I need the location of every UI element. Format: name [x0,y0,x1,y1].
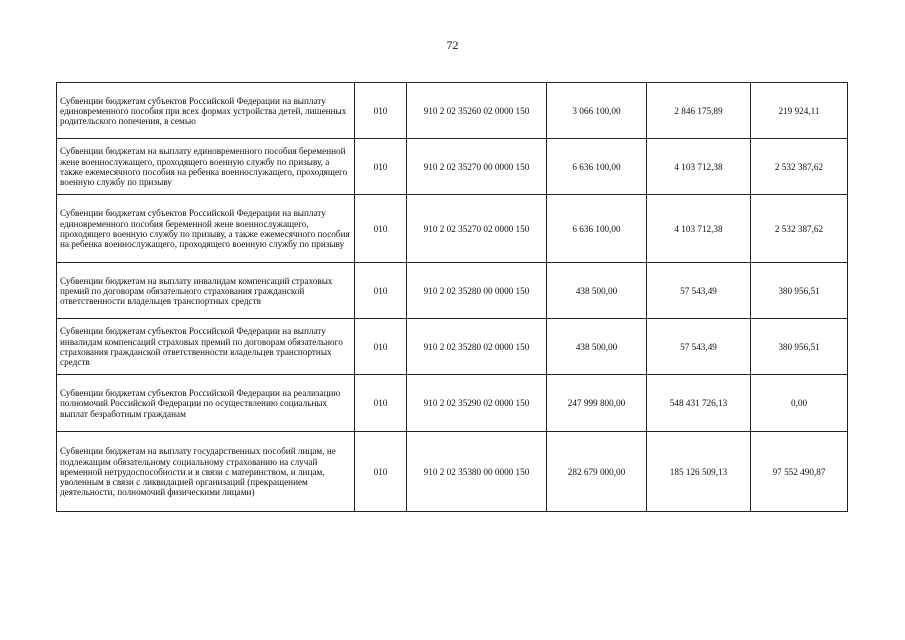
approved-amount: 438 500,00 [547,319,647,375]
budget-classification-code: 910 2 02 35260 02 0000 150 [407,83,547,139]
line-code: 010 [355,195,407,263]
executed-amount: 2 846 175,89 [647,83,751,139]
row-name: Субвенции бюджетам на выплату инвалидам компенсаций страховых премий по договорам обязательного страхования гражданской ответственности владельцев транспортных средств [57,263,355,319]
row-name: Субвенции бюджетам на выплату единовременного пособия беременной жене военнослужащего, проходящего военную службу по призыву, а также ежемесячного пособия на ребенка военнослужащего, проходящего военную службу по призыву [57,139,355,195]
line-code: 010 [355,139,407,195]
executed-amount: 57 543,49 [647,319,751,375]
budget-table [56,82,848,512]
table-row [57,432,848,512]
row-name: Субвенции бюджетам субъектов Российской Федерации на выплату инвалидам компенсаций страховых премий по договорам обязательного страхования гражданской ответственности владельцев транспортных средств [57,319,355,375]
budget-classification-code: 910 2 02 35270 02 0000 150 [407,195,547,263]
row-name: Субвенции бюджетам субъектов Российской Федерации на реализацию полномочий Российской Федерации по осуществлению социальных выплат безработным гражданам [57,375,355,432]
line-code: 010 [355,375,407,432]
row-name: Субвенции бюджетам субъектов Российской Федерации на выплату единовременного пособия беременной жене военнослужащего, проходящего военную службу по призыву, а также ежемесячного пособия на ребенка военнослужащего, проходящего военную службу по призыву [57,195,355,263]
unexecuted-amount: 380 956,51 [751,319,848,375]
unexecuted-amount: 2 532 387,62 [751,195,848,263]
line-code: 010 [355,319,407,375]
line-code: 010 [355,263,407,319]
approved-amount: 247 999 800,00 [547,375,647,432]
page-number: 72 [446,38,459,52]
line-code: 010 [355,83,407,139]
approved-amount: 438 500,00 [547,263,647,319]
executed-amount: 57 543,49 [647,263,751,319]
budget-classification-code: 910 2 02 35280 02 0000 150 [407,319,547,375]
unexecuted-amount: 380 956,51 [751,263,848,319]
row-name: Субвенции бюджетам на выплату государственных пособий лицам, не подлежащим обязательному социальному страхованию на случай временной нетрудоспособности и в связи с материнством, и лицам, уволенным в связи с ликвидацией организаций (прекращением деятельности, полномочий физическими лицами) [57,432,355,512]
budget-classification-code: 910 2 02 35290 02 0000 150 [407,375,547,432]
approved-amount: 6 636 100,00 [547,195,647,263]
table-row [57,263,848,319]
approved-amount: 3 066 100,00 [547,83,647,139]
executed-amount: 4 103 712,38 [647,139,751,195]
table-row [57,139,848,195]
approved-amount: 282 679 000,00 [547,432,647,512]
approved-amount: 6 636 100,00 [547,139,647,195]
row-name: Субвенции бюджетам субъектов Российской Федерации на выплату единовременного пособия при всех формах устройства детей, лишенных родительского попечения, в семью [57,83,355,139]
table-row [57,375,848,432]
budget-classification-code: 910 2 02 35380 00 0000 150 [407,432,547,512]
executed-amount: 4 103 712,38 [647,195,751,263]
unexecuted-amount: 0,00 [751,375,848,432]
executed-amount: 185 126 509,13 [647,432,751,512]
table-row [57,319,848,375]
unexecuted-amount: 2 532 387,62 [751,139,848,195]
table-row [57,195,848,263]
unexecuted-amount: 97 552 490,87 [751,432,848,512]
budget-classification-code: 910 2 02 35280 00 0000 150 [407,263,547,319]
table-row [57,83,848,139]
executed-amount: 548 431 726,13 [647,375,751,432]
budget-classification-code: 910 2 02 35270 00 0000 150 [407,139,547,195]
unexecuted-amount: 219 924,11 [751,83,848,139]
line-code: 010 [355,432,407,512]
